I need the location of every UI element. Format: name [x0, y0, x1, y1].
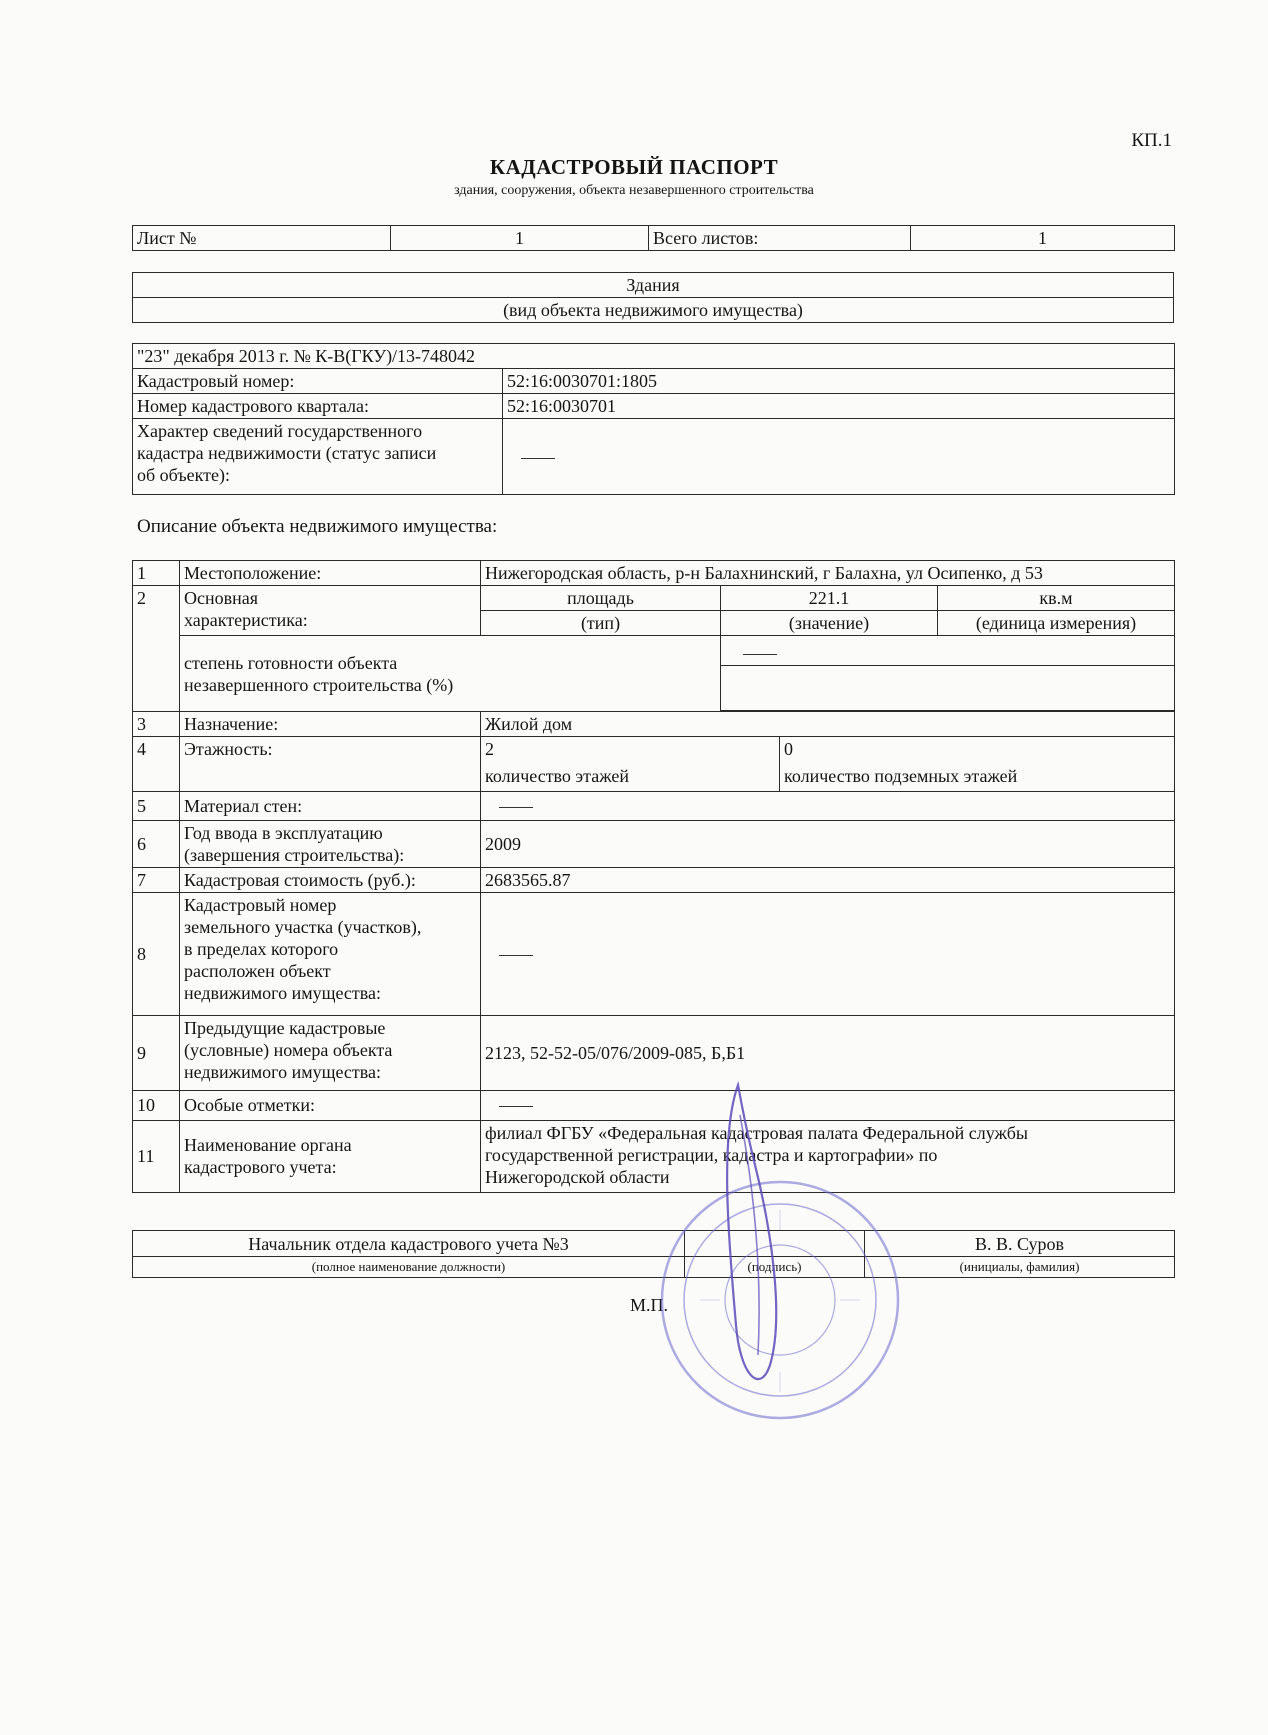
label-line: кадастрового учета: — [184, 1157, 337, 1177]
label-line: Кадастровый номер — [184, 894, 337, 915]
special-notes-label: Особые отметки: — [180, 1090, 481, 1120]
row-number: 9 — [133, 1015, 180, 1090]
authority-label — [180, 1120, 481, 1192]
page-title: КАДАСТРОВЫЙ ПАСПОРТ — [489, 155, 779, 179]
description-title: Описание объекта недвижимого имущества: — [137, 516, 498, 537]
label-line: характеристика: — [184, 610, 308, 630]
year-value: 2009 — [481, 820, 1175, 867]
floors-value: 2 — [481, 737, 780, 762]
seal-place-label: М.П. — [630, 1295, 669, 1315]
object-type-caption: (вид объекта недвижимого имущества) — [133, 298, 1174, 323]
empty-dash — [743, 654, 777, 655]
characteristic-type: площадь — [481, 586, 721, 611]
cadastral-number-value: 52:16:0030701:1805 — [503, 369, 1175, 394]
description-table — [132, 560, 1175, 1193]
row-number: 7 — [133, 867, 180, 892]
registry-table — [132, 343, 1175, 495]
readiness-label — [180, 636, 721, 712]
row-number: 3 — [133, 712, 180, 737]
label-line: Год ввода в эксплуатацию — [184, 822, 383, 843]
floors-caption: количество этажей — [481, 761, 780, 791]
wall-material-label: Материал стен: — [180, 791, 481, 820]
label-line: незавершенного строительства (%) — [184, 674, 454, 695]
row-number: 5 — [133, 791, 180, 820]
form-code: КП.1 — [1131, 130, 1172, 151]
sheet-label: Лист № — [133, 226, 391, 251]
total-sheets-label: Всего листов: — [649, 226, 911, 251]
location-value: Нижегородская область, р-н Балахнинский, г Балахна, ул Осипенко, д 53 — [481, 561, 1175, 586]
registry-date-number: "23" декабря 2013 г. № К-В(ГКУ)/13-748042 — [133, 344, 1175, 369]
quarter-number-value: 52:16:0030701 — [503, 394, 1175, 419]
land-plot-value — [481, 892, 1175, 1015]
row-number: 4 — [133, 737, 180, 792]
signer-name: В. В. Суров — [865, 1231, 1175, 1257]
page-subtitle: здания, сооружения, объекта незавершенного строительства — [454, 183, 814, 198]
label-line: (завершения строительства): — [184, 844, 405, 865]
empty-dash — [499, 955, 533, 956]
signature-caption: (подпись) — [685, 1257, 865, 1278]
unit-caption: (единица измерения) — [938, 611, 1175, 636]
previous-numbers-label — [180, 1015, 481, 1090]
readiness-caption-empty — [721, 666, 1175, 711]
position-caption: (полное наименование должности) — [133, 1257, 685, 1278]
row-number: 2 — [133, 586, 180, 712]
status-label-line: об объекте): — [137, 465, 231, 485]
label-line: (условные) номера объекта — [184, 1039, 393, 1060]
status-label-line: Характер сведений государственного — [137, 421, 423, 441]
purpose-value: Жилой дом — [481, 712, 1175, 737]
empty-dash — [521, 458, 555, 459]
sheet-table — [132, 225, 1175, 251]
row-number: 11 — [133, 1120, 180, 1192]
label-line: степень готовности объекта — [184, 652, 398, 673]
readiness-value — [721, 636, 1175, 666]
empty-dash — [499, 1106, 533, 1107]
label-line: недвижимого имущества: — [184, 982, 381, 1003]
status-label — [133, 419, 503, 495]
type-caption: (тип) — [481, 611, 721, 636]
characteristic-value: 221.1 — [721, 586, 938, 611]
main-characteristic-label — [180, 586, 481, 636]
row-number: 6 — [133, 820, 180, 867]
status-label-line: кадастра недвижимости (статус записи — [137, 443, 437, 463]
value-line: филиал ФГБУ «Федеральная кадастровая палата Федеральной службы — [485, 1122, 1028, 1143]
purpose-label: Назначение: — [180, 712, 481, 737]
empty-dash — [499, 807, 533, 808]
underground-value: 0 — [780, 737, 1175, 762]
value-line: государственной регистрации, кадастра и картографии» по — [485, 1144, 938, 1165]
status-value-empty — [503, 419, 1175, 495]
cadastral-cost-label: Кадастровая стоимость (руб.): — [180, 867, 481, 892]
label-line: Наименование органа — [184, 1135, 352, 1155]
location-label: Местоположение: — [180, 561, 481, 586]
row-number: 8 — [133, 892, 180, 1015]
object-type-value: Здания — [133, 273, 1174, 298]
year-label — [180, 820, 481, 867]
row-number: 10 — [133, 1090, 180, 1120]
label-line: Основная — [184, 588, 259, 608]
name-caption: (инициалы, фамилия) — [865, 1257, 1175, 1278]
previous-numbers-value: 2123, 52-52-05/076/2009-085, Б,Б1 — [481, 1015, 1175, 1090]
cadastral-number-label: Кадастровый номер: — [133, 369, 503, 394]
quarter-number-label: Номер кадастрового квартала: — [133, 394, 503, 419]
row-number: 1 — [133, 561, 180, 586]
characteristic-unit: кв.м — [938, 586, 1175, 611]
wall-material-value — [481, 791, 1175, 820]
sheet-number: 1 — [391, 226, 649, 251]
handwritten-signature — [700, 1075, 810, 1415]
label-line: Предыдущие кадастровые — [184, 1017, 386, 1038]
label-line: земельного участка (участков), — [184, 916, 422, 937]
cadastral-cost-value: 2683565.87 — [481, 867, 1175, 892]
value-caption: (значение) — [721, 611, 938, 636]
total-sheets-number: 1 — [911, 226, 1175, 251]
label-line: недвижимого имущества: — [184, 1061, 381, 1082]
position-value: Начальник отдела кадастрового учета №3 — [133, 1231, 685, 1257]
special-notes-value — [481, 1090, 1175, 1120]
underground-caption: количество подземных этажей — [780, 761, 1175, 791]
object-type-table — [132, 272, 1174, 323]
value-line: Нижегородской области — [485, 1166, 670, 1187]
land-plot-label — [180, 892, 481, 1015]
floors-label: Этажность: — [180, 737, 481, 792]
label-line: расположен объект — [184, 960, 331, 981]
label-line: в пределах которого — [184, 938, 339, 959]
